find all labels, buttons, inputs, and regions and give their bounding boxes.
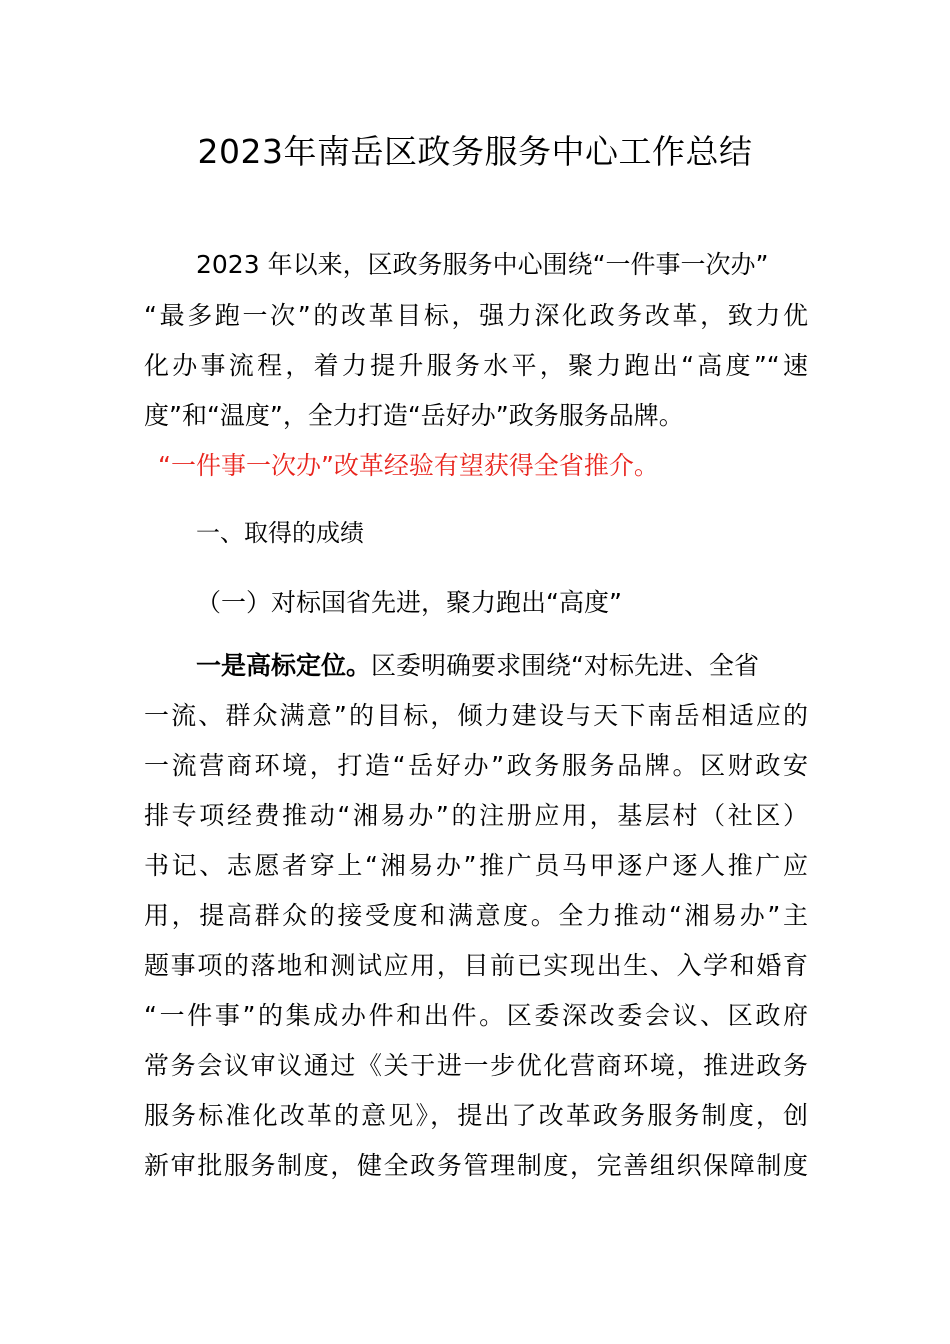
- intro-highlight: “一件事一次办”改革经验有望获得全省推介。: [158, 451, 659, 480]
- point1-line: 排专项经费推动“湘易办”的注册应用，基层村（社区）: [144, 801, 808, 830]
- point1-line: 书记、志愿者穿上“湘易办”推广员马甲逐户逐人推广应: [144, 851, 808, 880]
- point1-line: 用，提高群众的接受度和满意度。全力推动“湘易办”主: [144, 901, 808, 930]
- section-subheading: （一）对标国省先进，聚力跑出“高度”: [196, 588, 622, 617]
- intro-line-4: 度”和“温度”，全力打造“岳好办”政务服务品牌。: [144, 401, 684, 430]
- point1-line: 新审批服务制度，健全政务管理制度，完善组织保障制度: [144, 1151, 808, 1180]
- point1-first-line-rest: 区委明确要求围绕“对标先进、全省: [371, 651, 759, 680]
- document-title: 2023年南岳区政务服务中心工作总结: [197, 132, 753, 171]
- point1-line: 一流营商环境，打造“岳好办”政务服务品牌。区财政安: [144, 751, 808, 780]
- point1-line: 服务标准化改革的意见》，提出了改革政务服务制度，创: [144, 1101, 808, 1130]
- point1-line: 常务会议审议通过《关于进一步优化营商环境，推进政务: [144, 1051, 808, 1080]
- point1-line: 题事项的落地和测试应用，目前已实现出生、入学和婚育: [144, 951, 808, 980]
- intro-line-2: “最多跑一次”的改革目标，强力深化政务改革，致力优: [144, 301, 808, 330]
- section-heading: 一、取得的成绩: [196, 519, 364, 547]
- intro-line-3: 化办事流程，着力提升服务水平，聚力跑出“高度”“速: [144, 351, 808, 380]
- point1-line: “一件事”的集成办件和出件。区委深改委会议、区政府: [144, 1001, 808, 1030]
- point1-line: 一流、群众满意”的目标，倾力建设与天下南岳相适应的: [144, 701, 808, 730]
- point1-lead: 一是高标定位。: [196, 651, 372, 680]
- point1-first-line: [196, 641, 808, 691]
- intro-line-1: 2023 年以来，区政务服务中心围绕“一件事一次办”: [196, 250, 769, 279]
